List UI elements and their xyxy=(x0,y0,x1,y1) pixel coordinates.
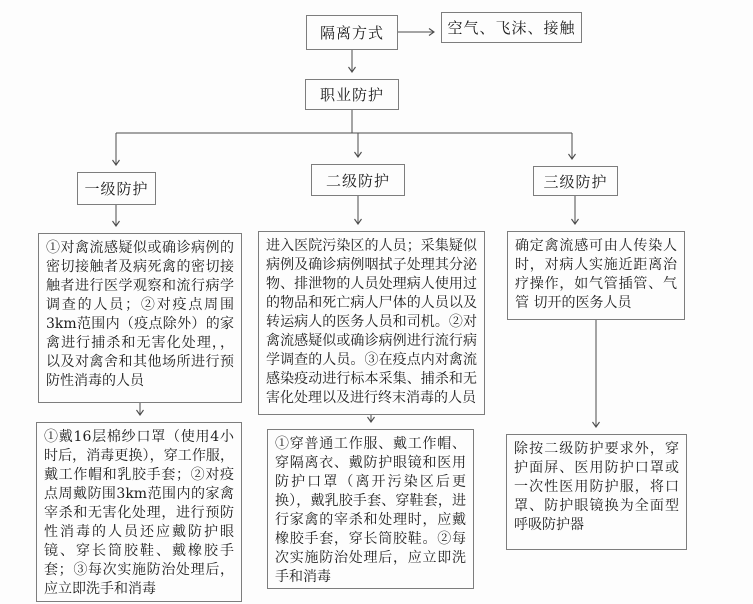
level2-protection-node xyxy=(311,164,405,196)
level3-measures-box: 除按二级防护要求外，穿护面屏、医用防护口罩或一次性医用防护服，将口罩、防护眼镜换为全面型呼吸防护器 xyxy=(506,434,687,550)
occupational-protection-node xyxy=(305,79,399,110)
level2-personnel-box: 进入医院污染区的人员；采集疑似病例及确诊病例咽拭子处理其分泌物、排泄物的人员处理病人使用过的物品和死亡病人尸体的人员以及转运病人的医务人员和司机。②对禽流感疑似或确诊病例进行流行病学调查的人员。③在疫点内对禽流感染疫动进行标本采集、捕杀和无害化处理以及进行终末消毒的人员 xyxy=(258,231,485,415)
isolation-method-label: 隔离方式 xyxy=(319,24,384,42)
level1-personnel-box: ①对禽流感疑似或确诊病例的密切接触者及病死禽的密切接触者进行医学观察和流行病学调查的人员；②对疫点周围3km范围内（疫点除外）的家禽进行捕杀和无害化处理，，以及对禽舍和其他场所进行预防性消毒的人员 xyxy=(38,233,242,403)
occupational-protection-label: 职业防护 xyxy=(319,86,384,104)
level3-protection-label: 三级防护 xyxy=(543,172,608,191)
level3-personnel-box: 确定禽流感可由人传染人时，对病人实施近距离治疗操作，如气管插管、气管 切开的医务人员 xyxy=(507,231,685,320)
isolation-method-node xyxy=(306,15,398,50)
level1-measures-box: ①戴16层棉纱口罩（使用4小时后，消毒更换），穿工作服，戴工作帽和乳胶手套；②对疫点周戴防围3km范围内的家禽宰杀和无害化处理，进行预防性消毒的人员还应戴防护眼镜、穿长筒胶鞋、戴橡胶手套；③每次实施防治处理后，应立即洗手和消毒 xyxy=(36,422,242,602)
level1-protection-node xyxy=(77,172,156,205)
level1-protection-label: 一级防护 xyxy=(84,180,149,198)
transmission-routes-label: 空气、飞沫、接触 xyxy=(447,19,576,37)
level3-protection-node xyxy=(533,166,618,196)
transmission-routes-node xyxy=(441,12,582,43)
level2-measures-box: ①穿普通工作服、戴工作帽、穿隔离衣、戴防护眼镜和医用防护口罩（离开污染区后更换），戴乳胶手套、穿鞋套，进行家禽的宰杀和处理时，应戴橡胶手套，穿长筒胶鞋。②每次实施防治处理后，应立即洗手和消毒 xyxy=(267,429,474,589)
level2-protection-label: 二级防护 xyxy=(325,171,390,190)
